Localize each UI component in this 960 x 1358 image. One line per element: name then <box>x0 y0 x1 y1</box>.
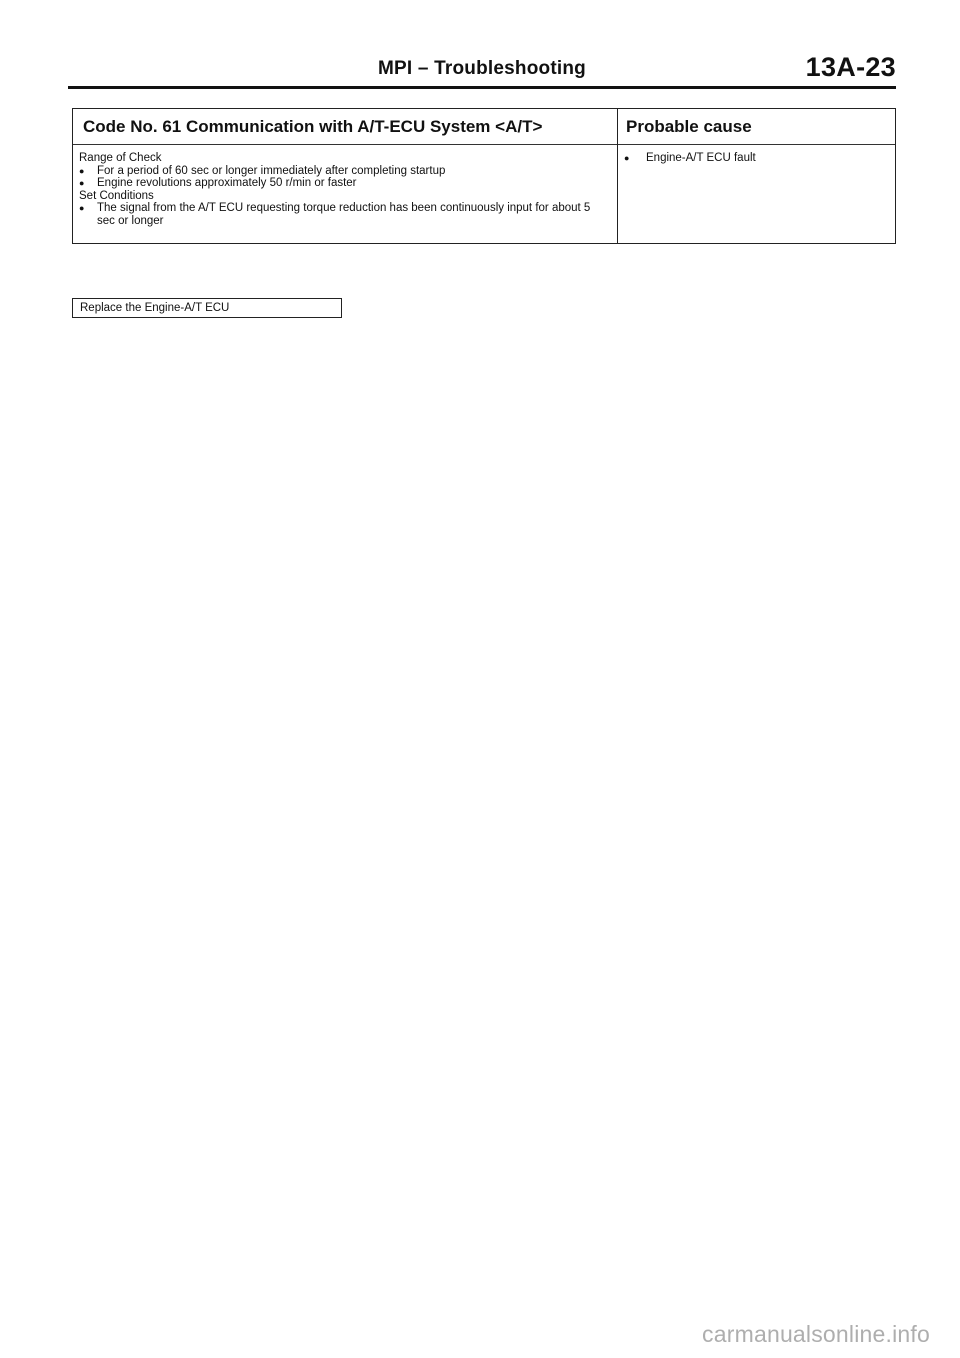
action-box: Replace the Engine-A/T ECU <box>72 298 342 318</box>
range-item-text: For a period of 60 sec or longer immediately after completing startup <box>97 164 446 177</box>
cause-column <box>618 109 895 243</box>
bullet-icon: ● <box>624 153 630 163</box>
range-item <box>79 165 611 178</box>
page-number: 13A-23 <box>805 52 896 82</box>
code-column <box>73 109 618 243</box>
cause-item-text: Engine-A/T ECU fault <box>646 152 756 164</box>
range-label: Range of Check <box>79 152 162 164</box>
cause-item <box>624 152 889 165</box>
bullet-icon: ● <box>79 203 85 214</box>
bullet-icon: ● <box>79 178 85 189</box>
set-condition-text: The signal from the A/T ECU requesting torque reduction has been continuously input for about 5 sec or longer <box>97 202 591 227</box>
set-condition-item <box>79 202 611 227</box>
page-title: MPI – Troubleshooting <box>378 58 586 79</box>
footer-watermark: carmanualsonline.info <box>702 1321 930 1347</box>
code-description <box>73 145 617 228</box>
set-conditions-label: Set Conditions <box>79 189 154 202</box>
range-item-text: Engine revolutions approximately 50 r/min or faster <box>97 177 357 190</box>
cause-list <box>618 145 895 165</box>
code-heading: Code No. 61 Communication with A/T-ECU System <A/T> <box>73 109 617 145</box>
range-item <box>79 177 611 190</box>
cause-heading: Probable cause <box>618 109 895 145</box>
bullet-icon: ● <box>79 165 85 176</box>
page-header <box>68 52 896 90</box>
trouble-code-table <box>72 108 896 244</box>
header-rule <box>68 86 896 89</box>
